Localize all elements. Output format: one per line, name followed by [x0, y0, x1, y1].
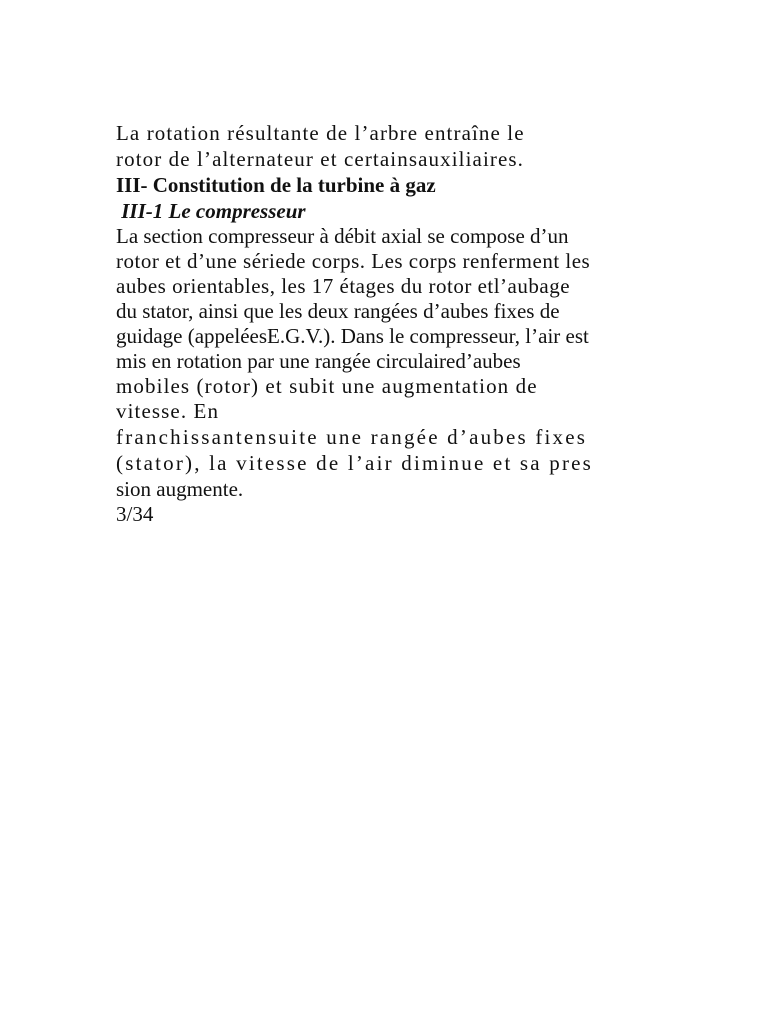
paragraph-line-13: sion augmente. — [116, 477, 244, 501]
paragraph-line-5: aubes orientables, les 17 étages du rotor etl’aubage — [116, 274, 571, 298]
subsection-heading: III-1 Le compresseur — [116, 199, 306, 223]
paragraph-line-10: vitesse. En — [116, 399, 220, 423]
paragraph-line-8: mis en rotation par une rangée circulaired’aubes — [116, 349, 521, 373]
paragraph-line-2: rotor de l’alternateur et certainsauxiliaires. — [116, 147, 525, 171]
paragraph-line-12: (stator), la vitesse de l’air diminue et sa pres — [116, 451, 594, 475]
paragraph-line-7: guidage (appeléesE.G.V.). Dans le compresseur, l’air est — [116, 324, 589, 348]
paragraph-line-3: La section compresseur à débit axial se compose d’un — [116, 224, 569, 248]
paragraph-line-4: rotor et d’une sériede corps. Les corps renferment les — [116, 249, 591, 273]
section-heading: III- Constitution de la turbine à gaz — [116, 173, 436, 197]
paragraph-line-9: mobiles (rotor) et subit une augmentation de — [116, 374, 538, 398]
paragraph-line-6: du stator, ainsi que les deux rangées d’aubes fixes de — [116, 299, 560, 323]
page-number: 3/34 — [116, 502, 154, 526]
paragraph-line-11: franchissantensuite une rangée d’aubes fixes — [116, 425, 588, 449]
paragraph-line-1: La rotation résultante de l’arbre entraîne le — [116, 121, 525, 145]
